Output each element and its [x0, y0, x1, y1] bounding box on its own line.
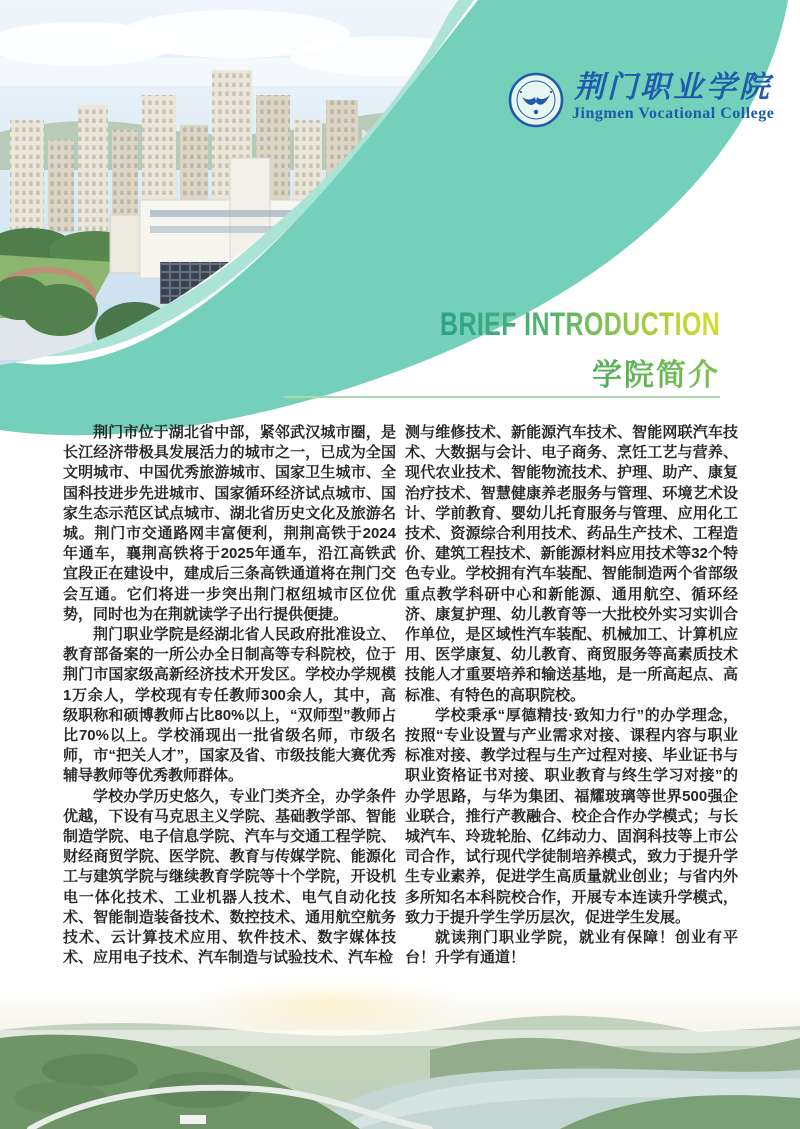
body-column-left	[63, 423, 396, 968]
paragraph-city-intro: 荆门市位于湖北省中部，紧邻武汉城市圈，是长江经济带极具发展活力的城市之一，已成为全国文明城市、中国优秀旅游城市、国家卫生城市、全国科技进步先进城市、国家循环经济试点城市、国家生态示范区试点城市、湖北省历史文化及旅游名城。荆门市交通路网丰富便利，荆荆高铁于2024年通车，襄荆高铁将于2025年通车，沿江高铁武宜段正在建设中，建成后三条高铁通道将在荆门交会互通。它们将进一步突出荆门枢纽城市区位优势，同时也为在荆就读学子出行提供便捷。	[63, 424, 396, 623]
paragraph-slogan: 就读荆门职业学院，就业有保障！创业有平台！升学有通道！	[405, 929, 738, 967]
college-seal-icon	[508, 72, 564, 128]
section-title-en: BRIEF INTRODUCTION	[439, 306, 720, 342]
paragraph-philosophy: 学校秉承“厚德精技·致知力行”的办学理念，按照“专业设置与产业需求对接、课程内容与职业标准对接、教学过程与生产过程对接、毕业证书与职业资格证书对接、职业教育与终生学习对接”的办学思路，与华为集团、福耀玻璃等世界500强企业联合，推行产教融合、校企合作办学模式；与长城汽车、玲珑轮胎、亿纬动力、固润科技等上市公司合作，试行现代学徒制培养模式，致力于提升学生专业素养，促进学生高质量就业创业；与省内外多所知名本科院校合作，开展专本连读升学模式，致力于提升学生学历层次，促进学生发展。	[405, 706, 738, 926]
college-name-en: Jingmen Vocational College	[572, 105, 775, 122]
landscape-photo	[0, 978, 800, 1129]
section-title-cn: 学院简介	[592, 350, 720, 394]
paragraph-majors-start: 学校办学历史悠久，专业门类齐全，办学条件优越，下设有马克思主义学院、基础教学部、智能制造学院、电子信息学院、汽车与交通工程学院、财经商贸学院、医学院、教育与传媒学院、能源化工与建筑学院与继续教育学院等十个学院，开设机电一体化技术、工业机器人技术、电气自动化技术、智能制造装备技术、数控技术、通用航空航务技术、云计算技术应用、软件技术、数字媒体技术、应用电子技术、汽车制造与试验技术、汽车检	[63, 787, 396, 967]
title-underline	[284, 396, 720, 398]
body-column-right	[405, 423, 738, 968]
paragraph-college-intro: 荆门职业学院是经湖北省人民政府批准设立、教育部备案的一所公办全日制高等专科院校，位于荆门市国家级高新经济技术开发区。学校办学规模1万余人，学校现有专任教师300余人，其中，高级职称和硕博教师占比80%以上，“双师型”教师占比70%以上。学校涌现出一批省级名师，市级名师，市“把关人才”，国家及省、市级技能大赛优秀辅导教师等优秀教师群体。	[63, 626, 396, 785]
paragraph-majors-continued: 测与维修技术、新能源汽车技术、智能网联汽车技术、大数据与会计、电子商务、烹饪工艺与营养、现代农业技术、智能物流技术、护理、助产、康复治疗技术、智慧健康养老服务与管理、环境艺术设计、学前教育、婴幼儿托育服务与管理、应用化工技术、资源综合利用技术、药品生产技术、工程造价、建筑工程技术、新能源材料应用技术等32个特色专业。学校拥有汽车装配、智能制造两个省部级重点教学科研中心和新能源、通用航空、循环经济、康复护理、幼儿教育等一大批校外实习实训合作单位，是区域性汽车装配、机械加工、计算机应用、医学康复、幼儿教育、商贸服务等高素质技术技能人才重要培养和输送基地，是一所高起点、高标准、有特色的高职院校。	[405, 424, 738, 704]
college-logo	[508, 72, 774, 128]
college-name-cn: 荆门职业学院	[574, 70, 773, 105]
